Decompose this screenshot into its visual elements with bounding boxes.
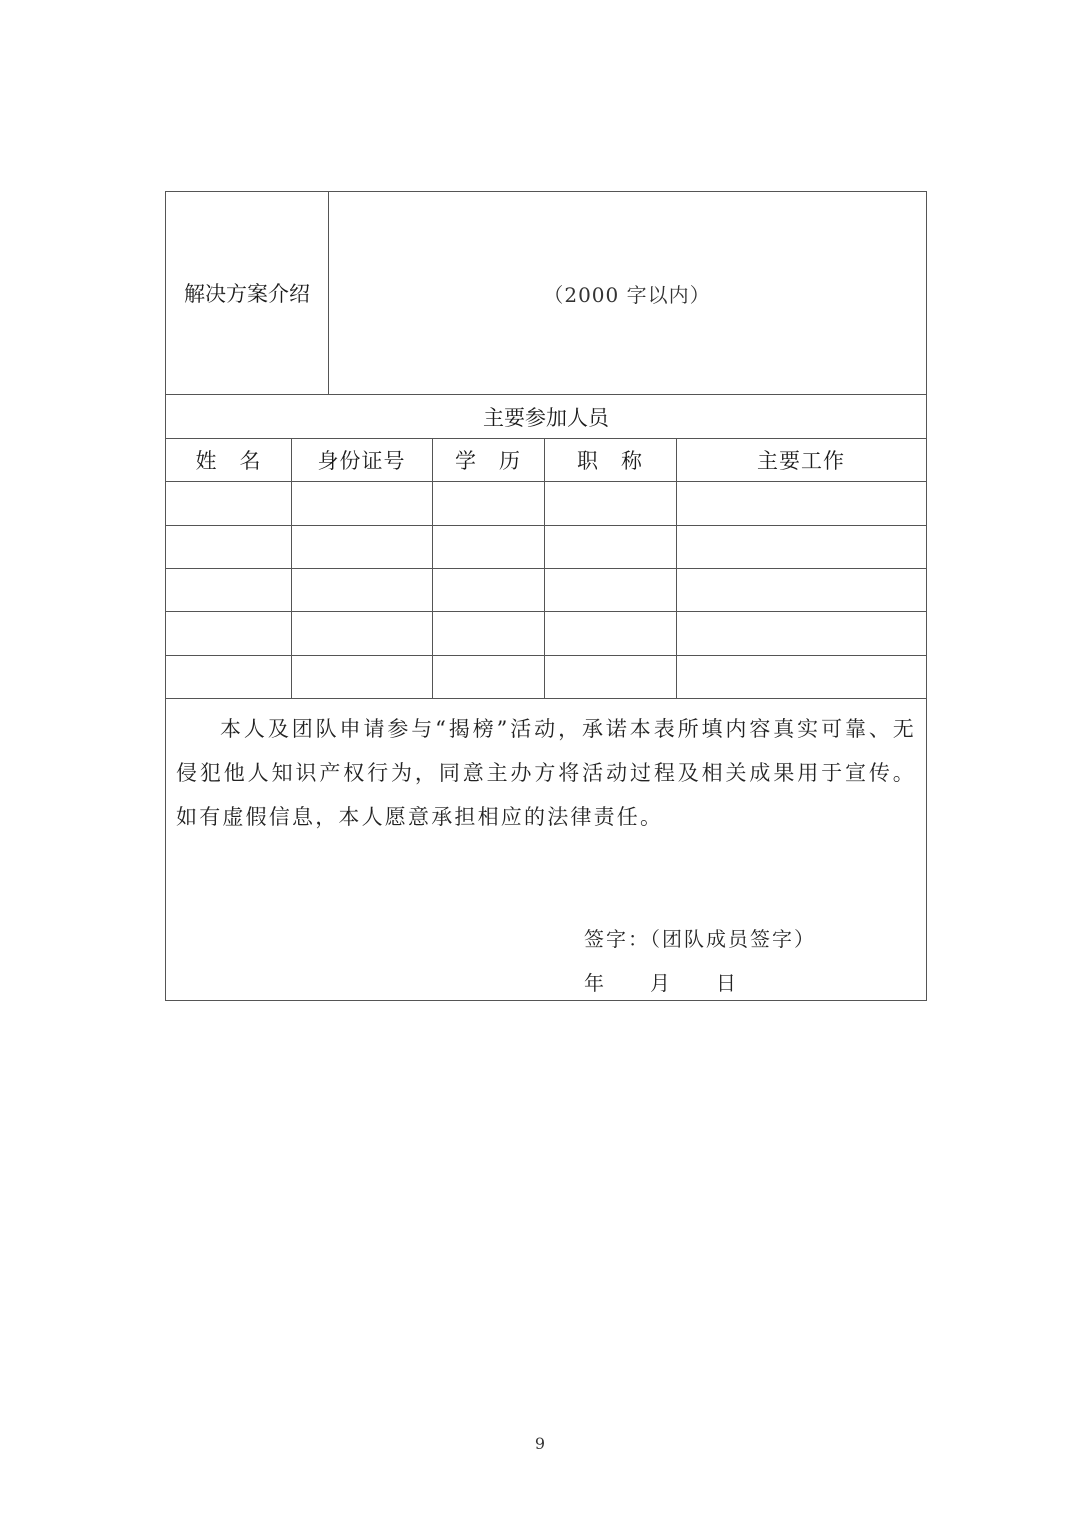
cell-name[interactable] xyxy=(166,482,291,525)
cell-id-number[interactable] xyxy=(291,526,432,568)
cell-main-work[interactable] xyxy=(676,656,926,698)
participants-title-row xyxy=(166,395,926,439)
date-year-label: 年 xyxy=(584,971,604,995)
cell-id-number[interactable] xyxy=(291,612,432,655)
solution-label: 解决方案介绍 xyxy=(184,282,310,306)
cell-education[interactable] xyxy=(432,612,544,655)
page-number: 9 xyxy=(534,1434,546,1453)
cell-title[interactable] xyxy=(544,612,676,655)
cell-title[interactable] xyxy=(544,656,676,698)
cell-main-work[interactable] xyxy=(676,569,926,611)
cell-title[interactable] xyxy=(544,526,676,568)
date-field[interactable] xyxy=(584,967,736,996)
cell-education[interactable] xyxy=(432,656,544,698)
participants-header-row xyxy=(166,439,926,482)
cell-main-work[interactable] xyxy=(676,612,926,655)
header-education: 学 历 xyxy=(455,449,521,473)
cell-name[interactable] xyxy=(166,656,291,698)
cell-id-number[interactable] xyxy=(291,656,432,698)
cell-title[interactable] xyxy=(544,482,676,525)
cell-name[interactable] xyxy=(166,569,291,611)
header-name: 姓 名 xyxy=(195,449,262,473)
cell-main-work[interactable] xyxy=(676,526,926,568)
participants-title: 主要参加人员 xyxy=(483,405,609,430)
cell-education[interactable] xyxy=(432,569,544,611)
date-day-label: 日 xyxy=(716,971,736,995)
header-title: 职 称 xyxy=(577,449,643,473)
declaration-section xyxy=(166,699,926,999)
solution-row xyxy=(166,192,926,395)
table-row xyxy=(166,612,926,656)
cell-education[interactable] xyxy=(432,482,544,525)
cell-id-number[interactable] xyxy=(291,569,432,611)
table-row xyxy=(166,526,926,569)
cell-main-work[interactable] xyxy=(676,482,926,525)
table-row xyxy=(166,656,926,699)
cell-name[interactable] xyxy=(166,612,291,655)
cell-name[interactable] xyxy=(166,526,291,568)
cell-education[interactable] xyxy=(432,526,544,568)
signature-field[interactable]: 签字：（团队成员签字） xyxy=(584,927,816,951)
cell-title[interactable] xyxy=(544,569,676,611)
declaration-text: 本人及团队申请参与“揭榜”活动，承诺本表所填内容真实可靠、无侵犯他人知识产权行为，同意主办方将活动过程及相关成果用于宣传。如有虚假信息，本人愿意承担相应的法律责任。 xyxy=(176,717,916,829)
table-row xyxy=(166,482,926,526)
application-form-table xyxy=(165,191,927,1001)
cell-id-number[interactable] xyxy=(291,482,432,525)
table-row xyxy=(166,569,926,612)
header-main-work: 主要工作 xyxy=(757,449,845,473)
solution-content-field[interactable]: （2000 字以内） xyxy=(543,282,711,307)
header-id-number: 身份证号 xyxy=(317,449,406,473)
date-month-label: 月 xyxy=(650,971,670,995)
